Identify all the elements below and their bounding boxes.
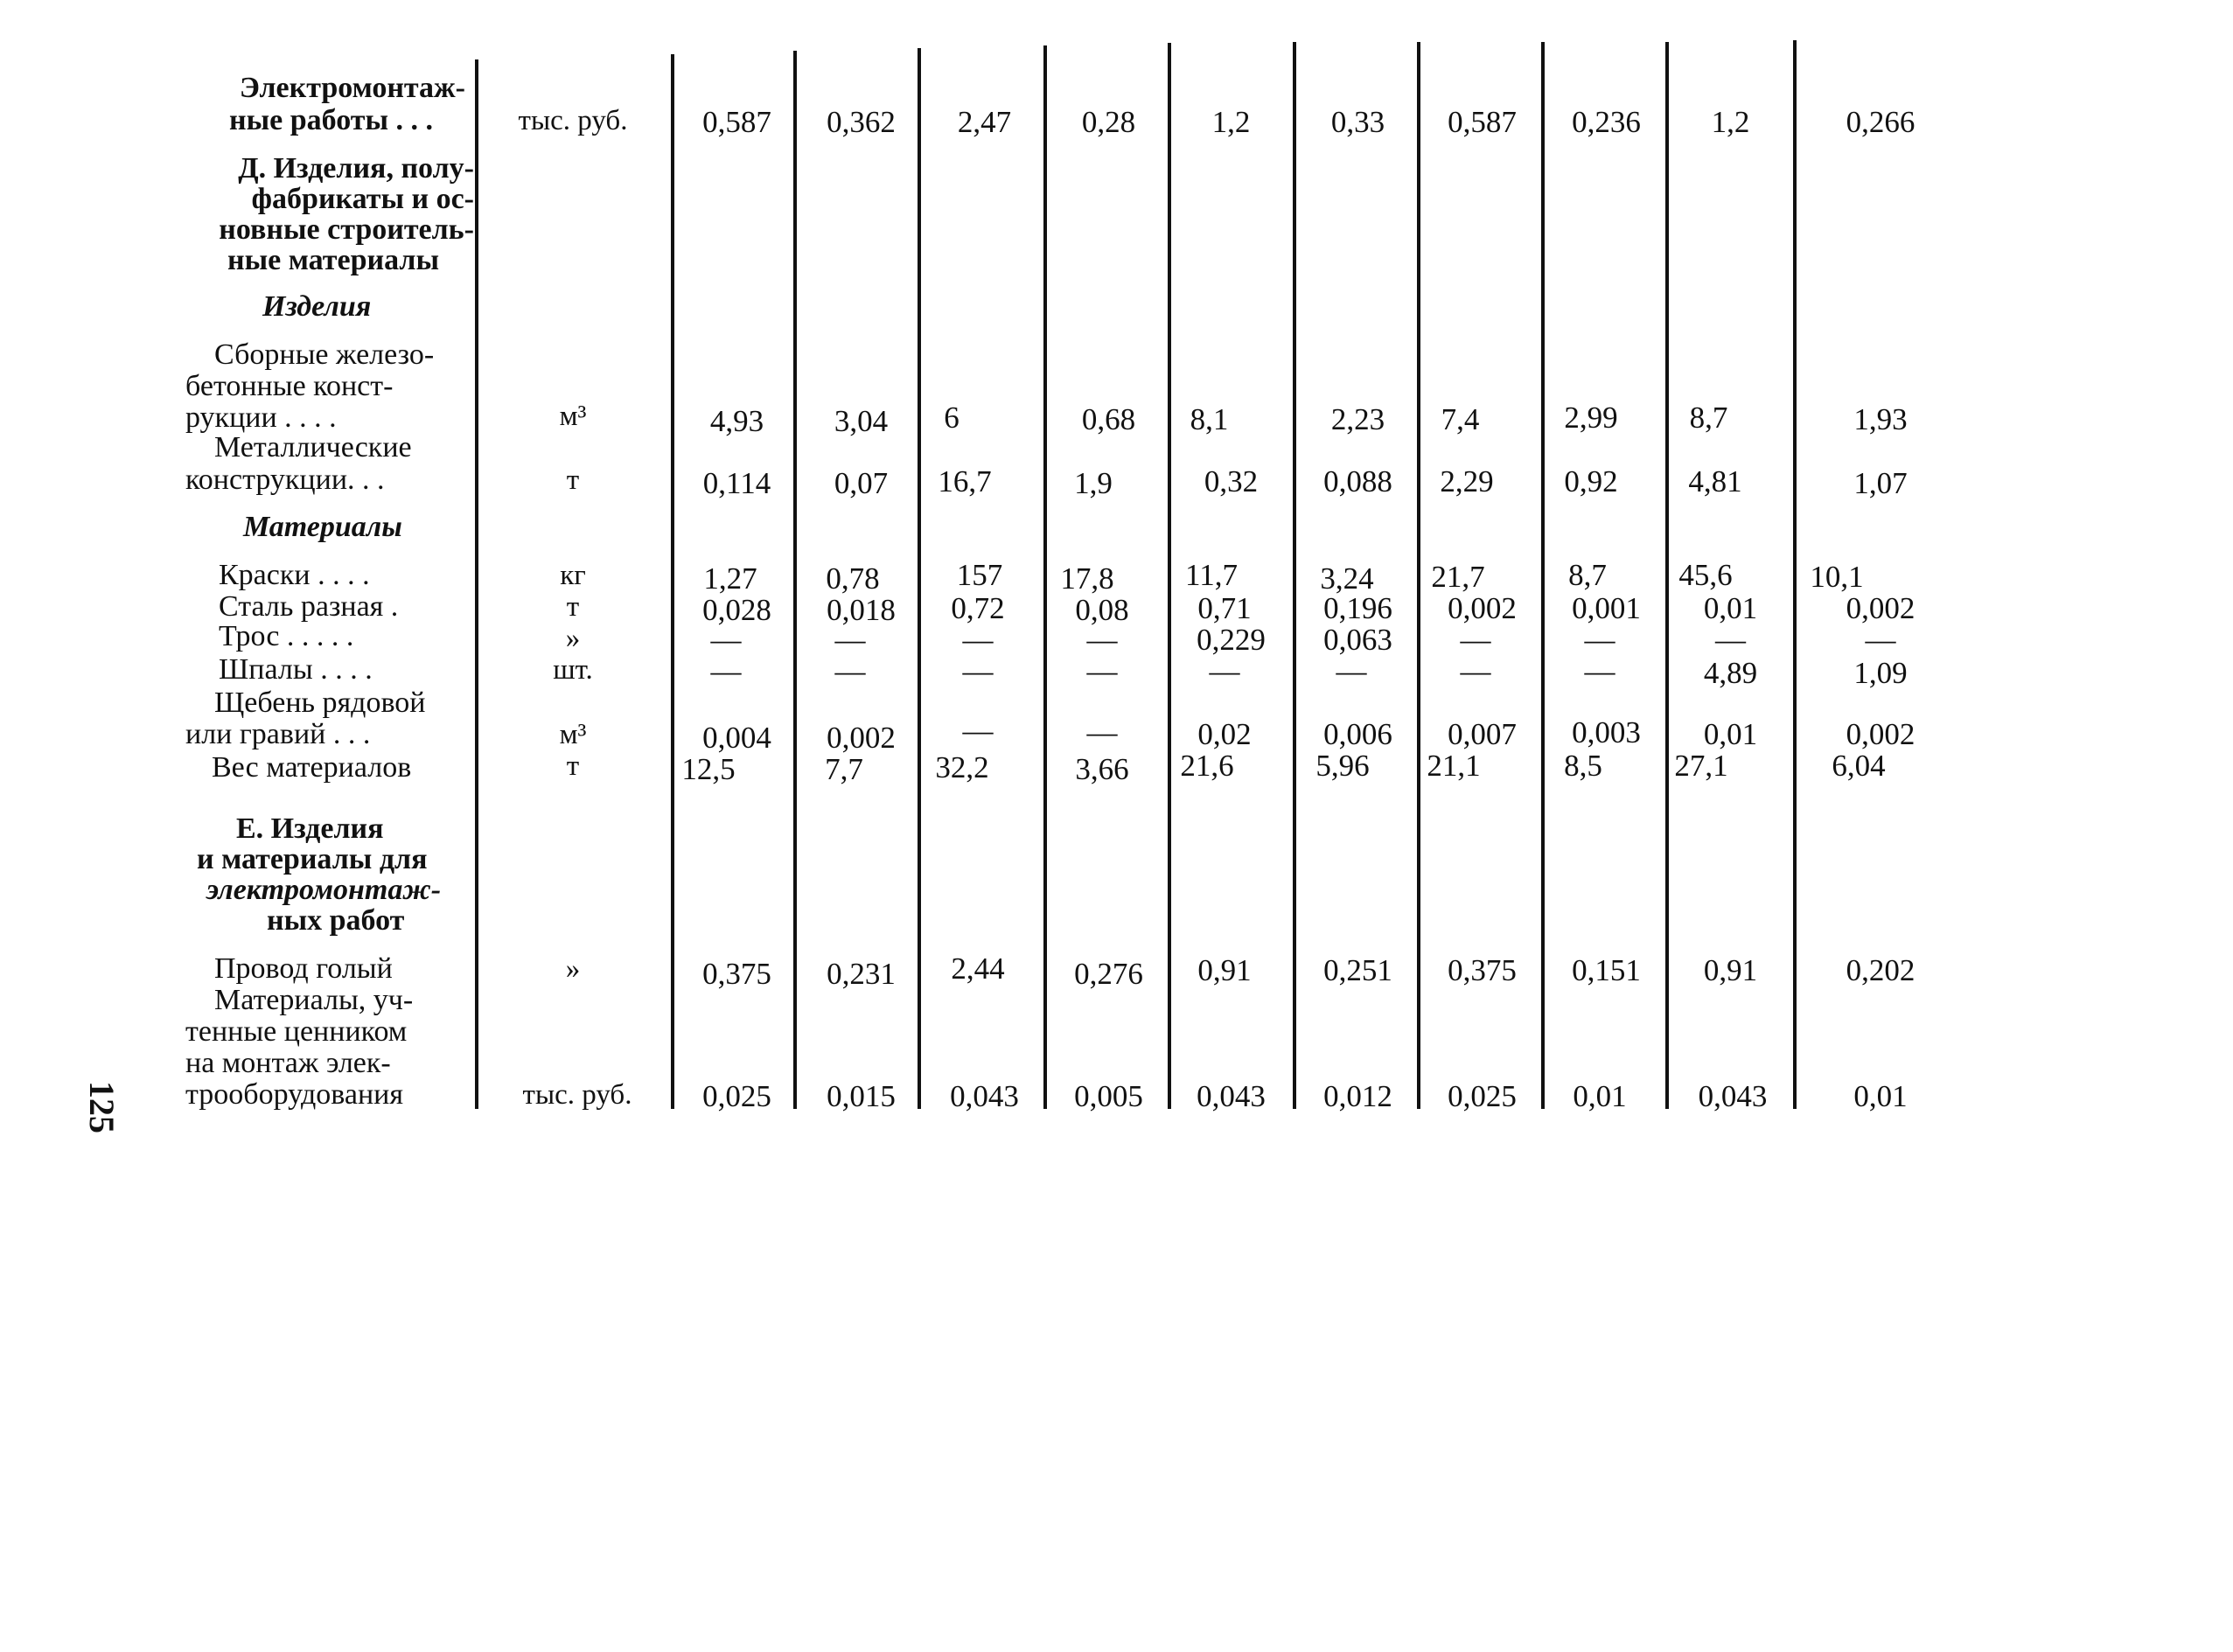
value-cell: 0,002 — [1448, 591, 1517, 625]
value-cell: 0,015 — [827, 1079, 896, 1113]
value-cell: 0,001 — [1572, 591, 1641, 625]
row-label: трооборудования — [185, 1078, 404, 1111]
value-cell: 0,362 — [827, 105, 896, 139]
value-cell: 0,01 — [1853, 1079, 1908, 1113]
value-cell: — — [962, 623, 994, 657]
value-cell: 1,2 — [1711, 105, 1750, 139]
value-cell: 0,251 — [1323, 953, 1392, 987]
value-cell: 0,587 — [1448, 105, 1517, 139]
value-cell: 1,9 — [1074, 466, 1113, 500]
value-cell: 7,7 — [825, 752, 863, 786]
value-cell: 0,114 — [702, 466, 771, 500]
value-cell: 1,07 — [1853, 466, 1908, 500]
value-cell: 27,1 — [1674, 749, 1728, 783]
value-cell: — — [962, 654, 994, 688]
column-rule — [793, 51, 797, 1109]
value-cell: 1,09 — [1853, 656, 1908, 690]
value-cell: 8,7 — [1568, 558, 1607, 592]
subheading: Материалы — [243, 511, 402, 543]
heading-line: Д. Изделия, полу- — [238, 152, 474, 185]
value-cell: 21,7 — [1431, 560, 1485, 594]
column-rule — [671, 54, 674, 1109]
value-cell: — — [1865, 623, 1896, 657]
value-cell: — — [1336, 654, 1367, 688]
row-label: Провод голый — [214, 952, 393, 985]
unit-cell: м³ — [559, 401, 587, 432]
value-cell: 16,7 — [938, 464, 992, 498]
unit-cell: м³ — [559, 719, 587, 750]
subheading: Изделия — [262, 290, 372, 323]
value-cell: 5,96 — [1315, 749, 1370, 783]
unit-cell: кг — [560, 560, 586, 591]
row-label: Электромонтаж- — [239, 72, 465, 104]
value-cell: 1,27 — [703, 561, 757, 596]
value-cell: 0,012 — [1323, 1079, 1392, 1113]
row-label: Щебень рядовой — [214, 687, 426, 719]
column-rule — [918, 48, 921, 1109]
value-cell: 0,236 — [1572, 105, 1641, 139]
value-cell: — — [1584, 623, 1615, 657]
value-cell: — — [710, 623, 742, 657]
value-cell: 0,01 — [1703, 717, 1758, 751]
value-cell: 2,23 — [1330, 402, 1385, 436]
row-label: Сталь разная . — [219, 590, 399, 623]
value-cell: 3,66 — [1075, 752, 1129, 786]
value-cell: 4,93 — [709, 404, 764, 438]
row-label: Краски . . . . — [219, 559, 370, 591]
value-cell: 0,025 — [702, 1079, 771, 1113]
row-label: Шпалы . . . . — [219, 653, 373, 686]
value-cell: 0,018 — [827, 593, 896, 627]
value-cell: 0,231 — [827, 957, 896, 991]
value-cell: 21,1 — [1427, 749, 1481, 783]
row-label: Вес материалов — [212, 751, 412, 784]
value-cell: 1,2 — [1211, 105, 1251, 139]
column-rule — [1293, 42, 1296, 1109]
row-label: Материалы, уч- — [214, 984, 414, 1016]
row-label: конструкции. . . — [185, 464, 385, 496]
value-cell: 0,043 — [1197, 1079, 1266, 1113]
value-cell: 2,99 — [1564, 401, 1618, 435]
value-cell: 6,04 — [1832, 749, 1886, 783]
value-cell: 0,72 — [951, 591, 1005, 625]
row-label: Металлические — [214, 431, 412, 464]
heading-line: ных работ — [267, 904, 405, 937]
column-rule — [1541, 42, 1545, 1109]
value-cell: 0,32 — [1204, 464, 1259, 498]
unit-cell: тыс. руб. — [522, 1079, 632, 1111]
row-label: ные работы . . . — [229, 104, 433, 136]
heading-line: и материалы для — [197, 843, 428, 875]
value-cell: 11,7 — [1185, 558, 1238, 592]
row-label: Сборные железо- — [214, 338, 435, 371]
value-cell: 8,5 — [1564, 749, 1602, 783]
value-cell: 0,196 — [1323, 591, 1392, 625]
value-cell: 0,587 — [702, 105, 771, 139]
heading-line: электромонтаж- — [206, 874, 442, 906]
value-cell: 0,375 — [1448, 953, 1517, 987]
unit-cell: » — [565, 623, 581, 654]
row-label: тенные ценником — [185, 1015, 408, 1048]
value-cell: — — [1584, 654, 1615, 688]
value-cell: — — [1086, 654, 1118, 688]
value-cell: — — [1209, 654, 1240, 688]
value-cell: 0,003 — [1572, 715, 1641, 749]
column-rule — [475, 59, 478, 1109]
value-cell: 0,028 — [702, 593, 771, 627]
row-label: на монтаж элек- — [185, 1047, 391, 1079]
unit-cell: » — [565, 953, 581, 985]
value-cell: 3,24 — [1320, 561, 1374, 596]
value-cell: 0,002 — [1846, 717, 1915, 751]
value-cell: 0,005 — [1074, 1079, 1143, 1113]
value-cell: 0,91 — [1703, 953, 1758, 987]
value-cell: 0,07 — [834, 466, 889, 500]
value-cell: 0,043 — [1698, 1079, 1768, 1113]
value-cell: 0,202 — [1846, 953, 1915, 987]
value-cell: 0,006 — [1323, 717, 1392, 751]
value-cell: 0,266 — [1846, 105, 1915, 139]
row-label: рукции . . . . — [185, 401, 337, 434]
row-label: бетонные конст- — [185, 370, 394, 402]
value-cell: 0,002 — [827, 721, 896, 755]
row-label: Трос . . . . . — [219, 620, 354, 652]
unit-cell: т — [566, 591, 580, 623]
value-cell: 2,44 — [951, 951, 1005, 986]
value-cell: — — [1086, 715, 1118, 749]
value-cell: 21,6 — [1180, 749, 1234, 783]
value-cell: 0,01 — [1573, 1079, 1627, 1113]
heading-line: Е. Изделия — [236, 812, 384, 845]
value-cell: 45,6 — [1678, 558, 1733, 592]
value-cell: 0,28 — [1081, 105, 1136, 139]
value-cell: 2,29 — [1440, 464, 1494, 498]
unit-cell: т — [566, 750, 580, 782]
unit-cell: шт. — [553, 654, 593, 686]
value-cell: 0,71 — [1197, 591, 1252, 625]
value-cell: 0,33 — [1330, 105, 1385, 139]
value-cell: 0,063 — [1323, 623, 1392, 657]
value-cell: 8,7 — [1689, 401, 1728, 435]
value-cell: 3,04 — [834, 404, 889, 438]
value-cell: — — [1460, 654, 1491, 688]
value-cell: 0,025 — [1448, 1079, 1517, 1113]
value-cell: — — [710, 654, 742, 688]
value-cell: — — [834, 623, 866, 657]
value-cell: 10,1 — [1810, 560, 1864, 594]
unit-cell: т — [566, 464, 580, 496]
value-cell: — — [1460, 623, 1491, 657]
row-label: или гравий . . . — [185, 718, 371, 750]
value-cell: 8,1 — [1190, 402, 1229, 436]
value-cell: — — [834, 654, 866, 688]
value-cell: 0,92 — [1564, 464, 1618, 498]
value-cell: 0,91 — [1197, 953, 1252, 987]
value-cell: 0,08 — [1075, 593, 1129, 627]
heading-line: фабрикаты и ос- — [251, 183, 474, 215]
value-cell: 32,2 — [935, 750, 989, 784]
value-cell: 4,89 — [1703, 656, 1758, 690]
value-cell: 0,004 — [702, 721, 771, 755]
value-cell: 0,68 — [1081, 402, 1136, 436]
value-cell: 0,088 — [1323, 464, 1392, 498]
column-rule — [1168, 43, 1171, 1109]
value-cell: 12,5 — [681, 752, 736, 786]
heading-line: новные строитель- — [219, 213, 474, 246]
value-cell: — — [1086, 623, 1118, 657]
value-cell: 1,93 — [1853, 402, 1908, 436]
value-cell: 17,8 — [1060, 561, 1114, 596]
value-cell: 0,78 — [826, 561, 880, 596]
value-cell: 0,151 — [1572, 953, 1641, 987]
heading-line: ные материалы — [227, 244, 439, 276]
column-rule — [1043, 45, 1047, 1109]
value-cell: 0,01 — [1703, 591, 1758, 625]
value-cell: 0,007 — [1448, 717, 1517, 751]
value-cell: 0,229 — [1197, 623, 1266, 657]
value-cell: 2,47 — [957, 105, 1012, 139]
value-cell: 4,81 — [1688, 464, 1742, 498]
value-cell: 0,043 — [950, 1079, 1019, 1113]
value-cell: 0,002 — [1846, 591, 1915, 625]
column-rule — [1793, 40, 1797, 1109]
page-number: 125 — [82, 1081, 122, 1133]
value-cell: 0,375 — [702, 957, 771, 991]
value-cell: 0,276 — [1074, 957, 1143, 991]
value-cell: 7,4 — [1441, 402, 1480, 436]
value-cell: 6 — [944, 401, 959, 435]
value-cell: 0,02 — [1197, 717, 1252, 751]
value-cell: — — [1715, 623, 1746, 657]
value-cell: 157 — [956, 558, 1003, 592]
unit-cell: тыс. руб. — [518, 105, 628, 136]
value-cell: — — [962, 714, 994, 748]
